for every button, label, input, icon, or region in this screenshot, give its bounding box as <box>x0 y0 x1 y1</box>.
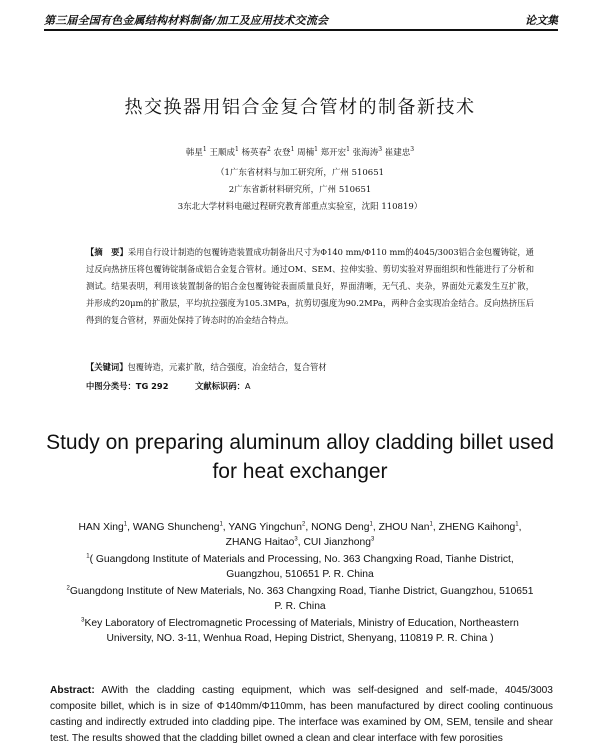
english-abstract <box>50 683 553 747</box>
en-author: HAN Xing$^1$, <box>78 521 130 533</box>
cn-affiliation-2: 2广东省新材料研究所，广州 510651 <box>228 185 372 195</box>
cn-author: 郑开宏$^1$ <box>320 146 350 158</box>
english-title <box>0 428 600 486</box>
classification-line <box>86 380 299 392</box>
cn-author: 崔建忠$^3$ <box>384 146 415 158</box>
chinese-title: 热交换器用铝合金复合管材的制备新技术 <box>124 97 476 118</box>
chinese-authors <box>0 146 600 158</box>
cn-author: 农登$^1$ <box>273 146 295 158</box>
en-author: YANG Yingchun$^2$, <box>228 521 309 533</box>
cn-keywords-label: 【关键词】 <box>86 362 128 372</box>
cn-author: 王顺成$^1$ <box>209 146 239 158</box>
english-title-line-1: Study on preparing aluminum alloy cladding billet used <box>46 431 554 454</box>
en-affiliation-2: $^2$Guangdong Institute of New Materials, No. 363 Changxing Road, Tianhe District, Guangzhou, 510651 P. R. China <box>66 585 534 612</box>
english-title-line-2: for heat exchanger <box>212 460 388 483</box>
doc-code: 文献标识码：A <box>195 381 251 391</box>
english-authors <box>78 520 522 550</box>
cn-affiliation-3: 3东北大学材料电磁过程研究教育部重点实验室，沈阳 110819） <box>177 202 423 212</box>
en-author: ZHOU Nan$^1$, <box>378 521 436 533</box>
en-author: WANG Shuncheng$^1$, <box>132 521 226 533</box>
header-section: 论文集 <box>525 14 558 27</box>
cn-abstract-text: 采用自行设计制造的包覆铸造装置成功制备出尺寸为Φ140 mm/Φ110 mm的4045/3003铝合金包覆铸锭，通过反向热挤压将包覆铸锭制备成铝合金复合管材。通过OM、SEM、拉伸实验、剪切实验对界面组织和性能进行了分析和测试。结果表明，利用该装置制备的铝合金包覆铸锭表面质量良好，界面清晰，无气孔、夹杂，界面处元素发生互扩散，并形成约20μm的扩散层，平均抗拉强度为105.3MPa，抗剪切强度为90.2MPa，两种合金实现冶金结合。反向热挤压后得到的复合管材，界面处保持了铸态时的冶金结合特点。 <box>86 247 534 325</box>
class-number: 中图分类号：TG 292 <box>86 381 169 391</box>
chinese-keywords <box>86 361 534 373</box>
header-conference: 第三届全国有色金属结构材料制备/加工及应用技术交流会 <box>44 14 329 27</box>
en-affiliation-1: $^1$( Guangdong Institute of Materials and Processing, No. 363 Changxing Road, Tianhe District, Guangzhou, 510651 P. R. China <box>86 553 514 580</box>
en-author: ZHENG Kaihong$^1$, <box>438 521 522 533</box>
running-header <box>44 10 558 28</box>
cn-author: 韩星$^1$ <box>185 146 207 158</box>
chinese-abstract <box>86 244 534 329</box>
en-affiliation-3: $^3$Key Laboratory of Electromagnetic Processing of Materials, Ministry of Education, Northeastern University, NO. 3-11, Wenhua Road, Heping District, Shenyang, 110819 P. R. China ) <box>81 617 519 644</box>
cn-abstract-label: 【摘 要】 <box>86 247 128 257</box>
en-author: ZHANG Haitao$^3$, <box>225 536 301 548</box>
cn-author: 杨英春$^2$ <box>241 146 271 158</box>
cn-author: 张海涛$^3$ <box>352 146 383 158</box>
cn-affiliation-1: （1广东省材料与加工研究所，广州 510651 <box>215 168 385 178</box>
cn-author: 周楠$^1$ <box>297 146 318 158</box>
en-author: CUI Jianzhong$^3$ <box>303 536 375 548</box>
cn-keywords-text: 包覆铸造，元素扩散，结合强度，冶金结合，复合管材 <box>127 362 327 372</box>
header-rule <box>44 29 558 31</box>
en-abstract-text: AWith the cladding casting equipment, which was self-designed and self-made, 4045/3003 composite billet, which is in size of Φ140mm/Φ110mm, has been manufactured by direct cooling continuous casting and indirectly extruded into cladding pipe. The interface was examined by OM, SEM, tensile and shear test. The results showed that the cladding billet owned a clean and clear interface with few porosities <box>50 685 553 744</box>
en-author: NONG Deng$^1$, <box>311 521 376 533</box>
en-abstract-label: Abstract: <box>50 685 95 696</box>
